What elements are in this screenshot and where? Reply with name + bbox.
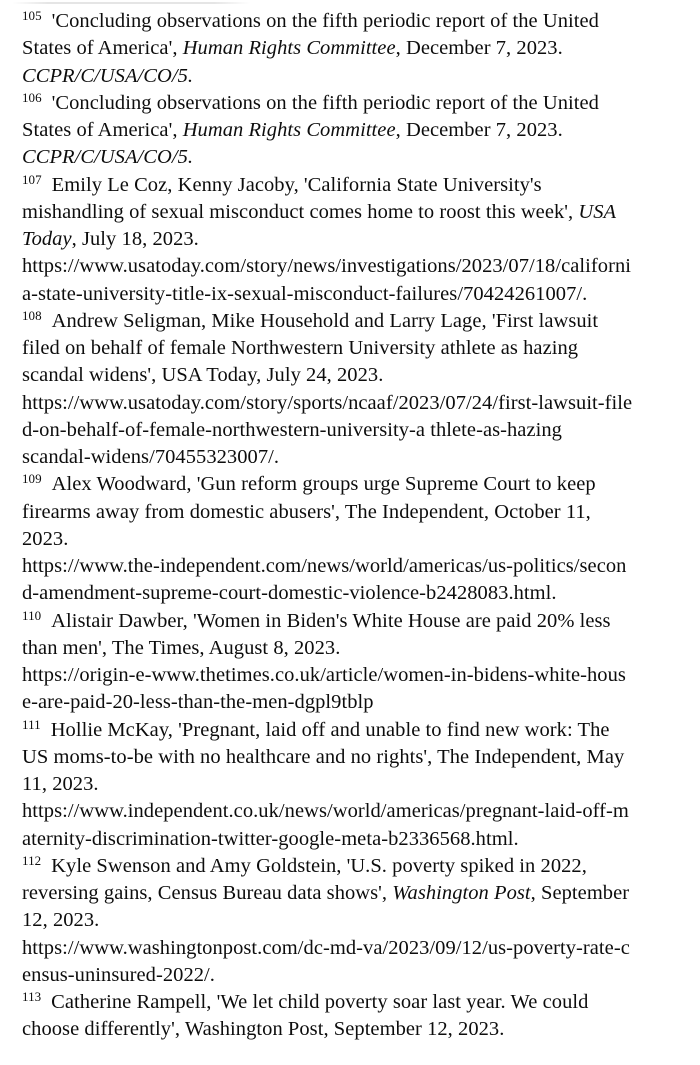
text-segment: firearms away from domestic abusers', The Independent, October 11,	[22, 500, 591, 523]
footnote-line	[22, 771, 690, 798]
text-segment: reversing gains, Census Bureau data shows',	[22, 882, 393, 904]
text-segment: , July 18, 2023.	[71, 228, 199, 250]
text-segment: , December 7, 2023.	[395, 119, 563, 141]
text-segment: https://www.the-independent.com/news/world/americas/us-politics/secon	[22, 555, 627, 577]
text-segment: d-on-behalf-of-female-northwestern-university-a thlete-as-hazing	[22, 418, 562, 441]
footnote-line	[22, 308, 690, 335]
text-segment: Hollie McKay, 'Pregnant, laid off and unable to find new work: The	[50, 718, 610, 741]
footnote-line	[22, 580, 690, 607]
footnote	[22, 853, 690, 989]
italic-text-segment: Human Rights Committee	[182, 37, 396, 60]
text-segment: d-amendment-supreme-court-domestic-violence-b2428083.html.	[22, 582, 557, 605]
footnote-line	[22, 63, 690, 90]
italic-text-segment: CCPR/C/USA/CO/5.	[22, 64, 194, 87]
footnote-line	[22, 144, 690, 171]
text-segment: Alex Woodward, 'Gun reform groups urge Supreme Court to keep	[51, 473, 596, 496]
text-segment: , September	[530, 882, 630, 904]
footnote-line	[22, 880, 690, 907]
text-segment: scandal-widens/70455323007/.	[22, 446, 280, 468]
footnote-number: 106	[22, 89, 42, 105]
text-segment: 11, 2023.	[22, 773, 99, 795]
footnote-number: 113	[22, 989, 42, 1004]
footnote-line	[22, 199, 690, 226]
footnote-number: 110	[22, 607, 42, 623]
italic-text-segment: Human Rights Committee	[182, 119, 396, 141]
text-segment: aternity-discrimination-twitter-google-meta-b2336568.html.	[22, 827, 519, 850]
italic-text-segment: Today	[22, 228, 72, 250]
footnote-line	[22, 907, 690, 934]
footnote-line	[22, 253, 690, 280]
footnote-line	[22, 608, 690, 635]
footnote-line	[22, 471, 690, 498]
footnote	[22, 471, 690, 607]
footnote-line	[22, 90, 690, 117]
footnote-line	[22, 1016, 690, 1043]
footnote-line	[22, 853, 690, 880]
text-segment: 12, 2023.	[22, 909, 100, 932]
footnote-line	[22, 826, 690, 853]
footnote-line	[22, 662, 690, 689]
footnote	[22, 8, 690, 90]
text-segment: , December 7, 2023.	[395, 37, 563, 60]
footnote-line	[22, 962, 690, 989]
text-segment: https://www.washingtonpost.com/dc-md-va/2023/09/12/us-poverty-rate-c	[22, 936, 630, 959]
footnote-line	[22, 390, 690, 417]
footnote-line	[22, 444, 690, 471]
footnote	[22, 717, 690, 853]
footnote-number: 112	[22, 852, 42, 868]
footnote-line	[22, 362, 690, 389]
footnote-line	[22, 35, 690, 62]
text-segment: https://www.usatoday.com/story/sports/ncaaf/2023/07/24/first-lawsuit-file	[22, 391, 633, 414]
footnote-line	[22, 989, 690, 1016]
cropped-line-artifact	[12, 2, 250, 4]
footnote-number: 105	[22, 8, 42, 23]
footnote	[22, 608, 690, 717]
text-segment: than men', The Times, August 8, 2023.	[22, 636, 341, 659]
footnote-line	[22, 8, 690, 35]
text-segment: Kyle Swenson and Amy Goldstein, 'U.S. poverty spiked in 2022,	[51, 854, 587, 877]
text-segment: Alistair Dawber, 'Women in Biden's White House are paid 20% less	[51, 609, 611, 632]
footnote-line	[22, 635, 690, 662]
text-segment: mishandling of sexual misconduct comes home to roost this week',	[22, 200, 579, 223]
text-segment: 'Concluding observations on the fifth periodic report of the United	[51, 10, 599, 32]
italic-text-segment: CCPR/C/USA/CO/5.	[22, 146, 194, 169]
text-segment: https://origin-e-www.thetimes.co.uk/article/women-in-bidens-white-hous	[22, 664, 626, 686]
text-segment: scandal widens', USA Today, July 24, 2023.	[22, 364, 384, 387]
text-segment: 2023.	[22, 527, 69, 550]
text-segment: Andrew Seligman, Mike Household and Larry Lage, 'First lawsuit	[51, 309, 599, 332]
footnote-line	[22, 526, 690, 553]
footnote	[22, 172, 690, 308]
text-segment: Emily Le Coz, Kenny Jacoby, 'California State University's	[51, 173, 542, 196]
footnote	[22, 90, 690, 172]
text-segment: https://www.independent.co.uk/news/world/americas/pregnant-laid-off-m	[22, 800, 629, 823]
text-segment: States of America',	[22, 119, 183, 141]
text-segment: Catherine Rampell, 'We let child poverty soar last year. We could	[51, 991, 589, 1013]
footnote-line	[22, 281, 690, 308]
text-segment: ensus-uninsured-2022/.	[22, 963, 215, 986]
text-segment: States of America',	[22, 37, 183, 60]
footnote-number: 108	[22, 307, 42, 323]
footnote-line	[22, 172, 690, 199]
italic-text-segment: USA	[578, 200, 617, 223]
text-segment: US moms-to-be with no healthcare and no rights', The Independent, May	[22, 745, 625, 768]
footnote-number: 107	[22, 171, 42, 187]
footnote-number: 111	[22, 716, 41, 732]
text-segment: https://www.usatoday.com/story/news/investigations/2023/07/18/californi	[22, 255, 631, 278]
footnotes-list	[22, 8, 690, 1044]
text-segment: a-state-university-title-ix-sexual-misconduct-failures/70424261007/.	[22, 282, 588, 305]
footnote-line	[22, 798, 690, 825]
footnote-line	[22, 417, 690, 444]
footnote-line	[22, 717, 690, 744]
footnote-line	[22, 553, 690, 580]
footnote-line	[22, 744, 690, 771]
text-segment: choose differently', Washington Post, September 12, 2023.	[22, 1018, 505, 1041]
footnote	[22, 989, 690, 1044]
footnote-line	[22, 335, 690, 362]
footnote-line	[22, 935, 690, 962]
italic-text-segment: Washington Post	[392, 882, 531, 904]
text-segment: e-are-paid-20-less-than-the-men-dgpl9tblp	[22, 691, 374, 714]
footnote-line	[22, 499, 690, 526]
footnote-line	[22, 226, 690, 253]
text-segment: 'Concluding observations on the fifth periodic report of the United	[51, 91, 599, 114]
text-segment: filed on behalf of female Northwestern University athlete as hazing	[22, 337, 579, 359]
footnote	[22, 308, 690, 472]
footnote-line	[22, 117, 690, 144]
footnote-line	[22, 689, 690, 716]
footnote-number: 109	[22, 471, 42, 487]
